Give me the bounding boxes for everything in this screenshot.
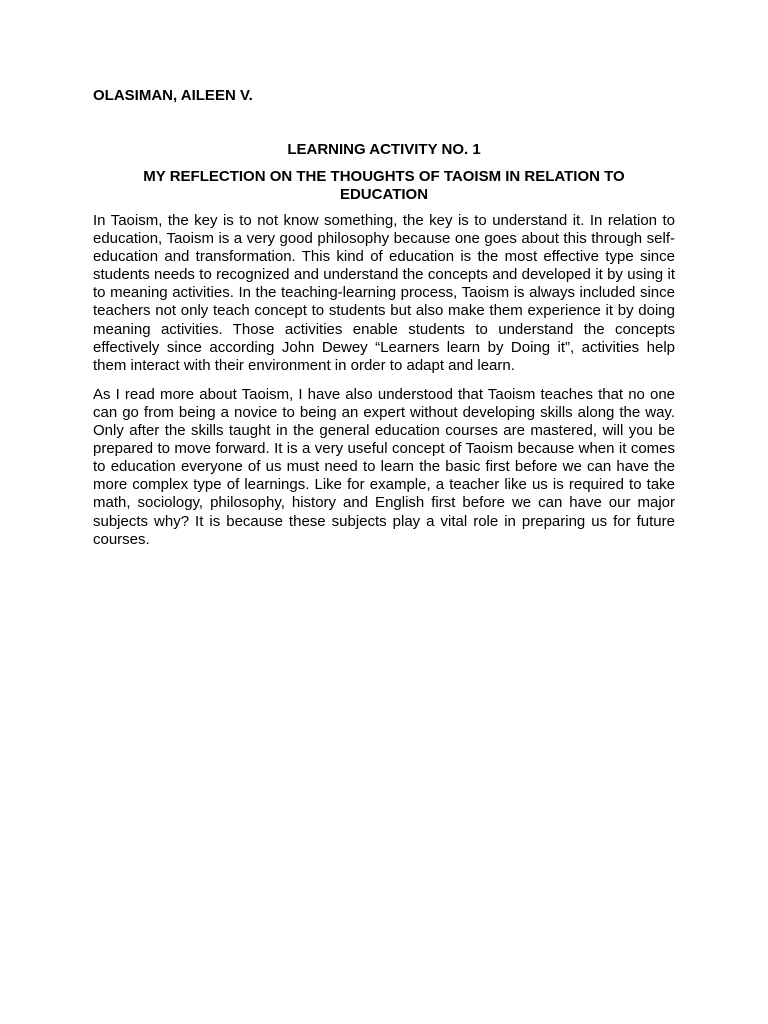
paragraph: As I read more about Taoism, I have also understood that Taoism teaches that no one can go from being a novice to being an expert without developing skills along the way. Only after the skills taught in the general education courses are mastered, will you be prepared to move forward. It is a very useful concept of Taoism because when it comes to education everyone of us must need to learn the basic first before we can have the more complex type of learnings. Like for example, a teacher like us is required to take math, sociology, philosophy, history and English first before we can have our major subjects why? It is because these subjects play a vital role in preparing us for future courses. [93, 385, 675, 548]
paragraph: In Taoism, the key is to not know something, the key is to understand it. In relation to education, Taoism is a very good philosophy because one goes about this through self-education and transformation. This kind of education is the most effective type since students needs to recognized and understand the concepts and developed it by using it to meaning activities. In the teaching-learning process, Taoism is always included since teachers not only teach concept to students but also make them experience it by doing meaning activities. Those activities enable students to understand the concepts effectively since according John Dewey “Learners learn by Doing it”, activities help them interact with their environment in order to adapt and learn. [93, 212, 675, 374]
reflection-title: MY REFLECTION ON THE THOUGHTS OF TAOISM IN RELATION TO EDUCATION [143, 168, 625, 203]
author-name: OLASIMAN, AILEEN V. [93, 87, 253, 104]
activity-title: LEARNING ACTIVITY NO. 1 [287, 141, 481, 158]
document-body [93, 86, 675, 549]
